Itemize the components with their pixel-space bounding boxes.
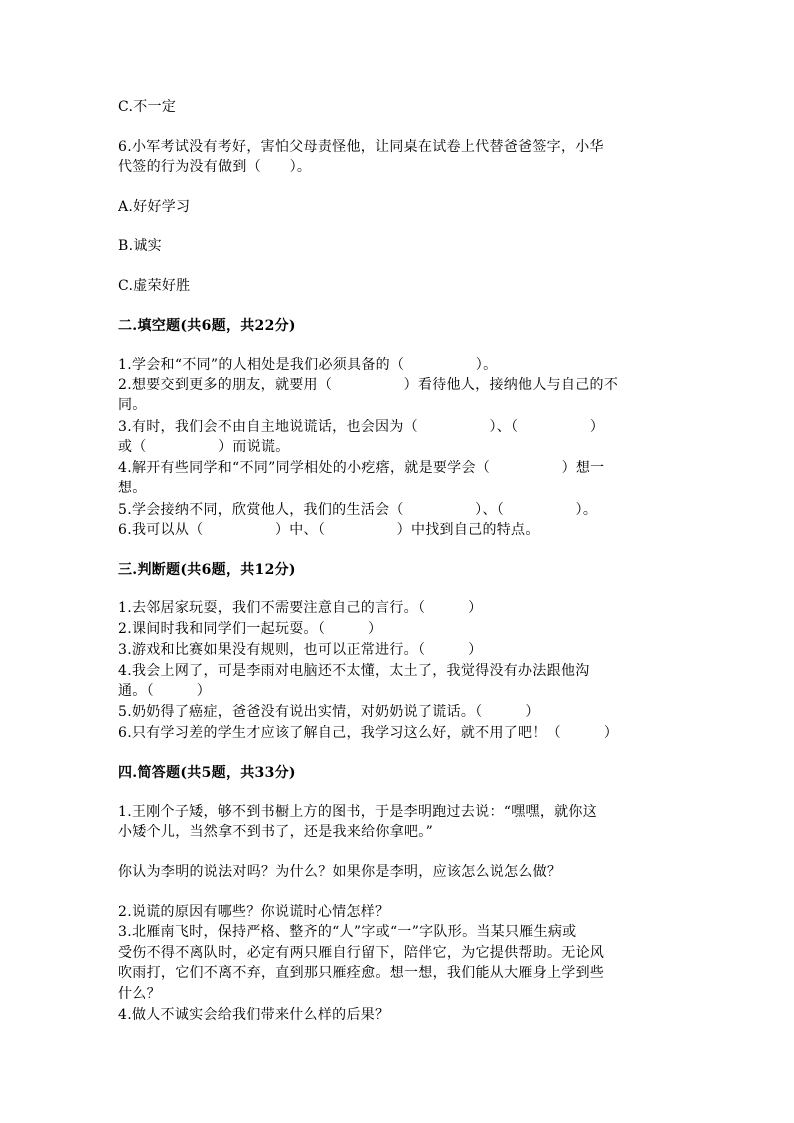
true-false-line: 1.去邻居家玩耍，我们不需要注意自己的言行。（ ） [118, 600, 483, 616]
short-answer-line: 3.北雁南飞时，保持严格、整齐的“人”字或“一”字队形。当某只雁生病或 [118, 924, 577, 940]
short-answer-line: 2.说谎的原因有哪些？你说谎时心情怎样？ [118, 904, 390, 920]
short-answer-line: 4.做人不诚实会给我们带来什么样的后果？ [118, 1007, 390, 1023]
short-answer-q1-line-2: 小矮个儿，当然拿不到书了，还是我来给你拿吧。” [118, 824, 434, 840]
fill-blank-line: 同。 [118, 397, 147, 413]
true-false-line: 通。（ ） [118, 683, 212, 699]
section-2-heading: 二.填空题(共6题，共22分) [118, 318, 296, 334]
section-3-heading: 三.判断题(共6题，共12分) [118, 562, 296, 578]
short-answer-line: 受伤不得不离队时，必定有两只雁自行留下，陪伴它，为它提供帮助。无论风 [118, 945, 605, 961]
fill-blank-line: 1.学会和“不同”的人相处是我们必须具备的（ ）。 [118, 357, 498, 373]
fill-blank-line: 3.有时，我们会不由自主地说谎话，也会因为（ ）、（ ） [118, 419, 605, 435]
fill-blank-line: 6.我可以从（ ）中、（ ）中找到自己的特点。 [118, 522, 540, 538]
true-false-line: 3.游戏和比赛如果没有规则，也可以正常进行。（ ） [118, 642, 483, 658]
question-option-c: C.不一定 [118, 99, 177, 115]
question-6-option-a: A.好好学习 [118, 199, 191, 215]
short-answer-q1-line-1: 1.王刚个子矮，够不到书橱上方的图书，于是李明跑过去说：“嘿嘿，就你这 [118, 804, 598, 820]
fill-blank-line: 想。 [118, 480, 147, 496]
fill-blank-line: 5.学会接纳不同，欣赏他人，我们的生活会（ ）、（ ）。 [118, 502, 598, 518]
short-answer-line: 什么？ [118, 986, 161, 1002]
true-false-line: 5.奶奶得了癌症，爸爸没有说出实情，对奶奶说了谎话。（ ） [118, 704, 540, 720]
short-answer-q1-ask: 你认为李明的说法对吗？为什么？如果你是李明，应该怎么说怎么做？ [118, 864, 562, 880]
true-false-line: 2.课间时我和同学们一起玩耍。（ ） [118, 621, 383, 637]
question-6-option-c: C.虚荣好胜 [118, 278, 191, 294]
short-answer-line: 吹雨打，它们不离不弃，直到那只雁痊愈。想一想，我们能从大雁身上学到些 [118, 965, 605, 981]
true-false-line: 6.只有学习差的学生才应该了解自己，我学习这么好，就不用了吧！（ ） [118, 725, 619, 741]
fill-blank-line: 4.解开有些同学和“不同”同学相处的小疙瘩，就是要学会（ ）想一 [118, 460, 605, 476]
question-6-text-line-2: 代签的行为没有做到（ ）。 [118, 159, 312, 175]
fill-blank-line: 或（ ）而说谎。 [118, 439, 290, 455]
fill-blank-line: 2.想要交到更多的朋友，就要用（ ）看待他人，接纳他人与自己的不 [118, 377, 619, 393]
section-4-heading: 四.简答题(共5题，共33分) [118, 765, 296, 781]
true-false-line: 4.我会上网了，可是李雨对电脑还不太懂，太土了，我觉得没有办法跟他沟 [118, 663, 590, 679]
question-6-option-b: B.诚实 [118, 238, 162, 254]
question-6-text-line-1: 6.小军考试没有考好，害怕父母责怪他，让同桌在试卷上代替爸爸签字，小华 [118, 139, 604, 155]
